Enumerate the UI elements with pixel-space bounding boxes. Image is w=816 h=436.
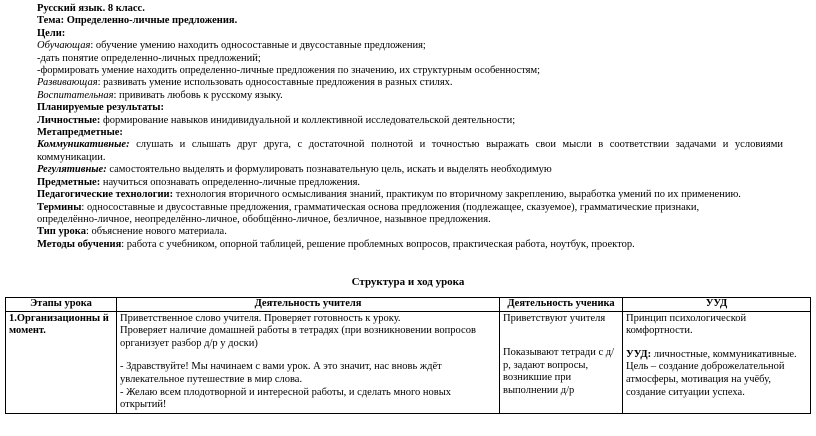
communicative-text: слушать и слышать друг друга, с достаточной полнотой и точностью выражать свои мысли в соответствии задачами и условиями коммуникации. xyxy=(37,139,783,163)
regulative-results xyxy=(37,164,783,176)
meta-heading: Метапредметные: xyxy=(37,127,123,139)
terms-text-2: определённо-личное, неопределённо-личное, обобщённо-личное, безличное, назывное предложения. xyxy=(37,213,491,225)
goal-educational-text: : прививать любовь к русскому языку. xyxy=(113,89,283,101)
spacer xyxy=(503,325,619,347)
teacher-text-3: - Здравствуйте! Мы начинаем с вами урок. А это значит, нас вновь ждёт увлекательное путешествие в мир слова. xyxy=(120,361,442,385)
subject-line: Русский язык. 8 класс. xyxy=(37,3,145,14)
teacher-text-1: Приветственное слово учителя. Проверяет готовность к уроку. xyxy=(120,312,401,324)
goal-teaching-item-1: -дать понятие определенно-личных предложений; xyxy=(37,52,261,64)
goal-developing xyxy=(37,77,783,89)
uud-label: УУД: xyxy=(626,348,652,360)
personal-results xyxy=(37,115,783,127)
uud-text-3: Цель – создание доброжелательной атмосферы, мотивация на учёбу, создание ситуации успеха. xyxy=(626,361,785,398)
goals-heading: Цели: xyxy=(37,27,66,39)
communicative-label: Коммуникативные: xyxy=(37,139,130,151)
goal-developing-label: Развивающая xyxy=(37,77,98,89)
teaching-methods xyxy=(37,239,783,251)
teacher-text-4: - Желаю всем плодотворной и интересной работы, и сделать много новых открытий! xyxy=(120,386,452,411)
goal-educational xyxy=(37,90,783,102)
goal-teaching-text: : обучение умению находить односоставные и двусоставные предложения; xyxy=(90,40,426,52)
uud-text-1: Принцип психологической комфортности. xyxy=(626,312,747,337)
uud-types: личностные, коммуникативные. xyxy=(651,348,797,360)
lesson-plan-header xyxy=(37,3,783,251)
student-text-2: Показывают тетради с д/р, задают вопросы, возникшие при выполнении д/р xyxy=(503,347,615,396)
uud-text-2 xyxy=(626,349,807,362)
teacher-text-2: Проверяет наличие домашней работы в тетрадях (при возникновении вопросов организует разбор д/р у доски) xyxy=(120,325,476,349)
type-text: : объяснение нового материала. xyxy=(85,226,227,238)
teacher-cell xyxy=(117,311,500,413)
topic-line xyxy=(37,15,783,27)
structure-title: Структура и ход урока xyxy=(351,276,465,288)
regulative-text: самостоятельно выделять и формулировать познавательную цель, искать и выделять необходимую xyxy=(106,164,552,176)
results-heading: Планируемые результаты: xyxy=(37,102,164,114)
subject-results xyxy=(37,177,783,189)
communicative-results xyxy=(37,139,783,164)
spacer xyxy=(626,338,807,349)
tech-text: технология вторичного осмысливания знаний, практикум по вторичному закреплению, выработка умений по их применению. xyxy=(173,189,741,201)
goal-developing-text: : развивать умение использовать односоставные предложения в разных стилях. xyxy=(97,77,453,89)
subject-label: Предметные: xyxy=(37,176,101,188)
goal-teaching xyxy=(37,40,783,52)
methods-label: Методы обучения xyxy=(37,238,122,250)
spacer xyxy=(120,350,496,361)
table-row xyxy=(6,311,811,413)
column-header-stage: Этапы урока xyxy=(6,298,117,312)
column-header-uud: УУД xyxy=(623,298,811,312)
uud-cell xyxy=(623,311,811,413)
column-header-student: Деятельность ученика xyxy=(500,298,623,312)
lesson-structure-table xyxy=(5,297,811,414)
goal-teaching-label: Обучающая xyxy=(37,40,91,52)
personal-text: формирование навыков инидивидуальной и коллективной исследовательской деятельности; xyxy=(100,114,516,126)
regulative-label: Регулятивные: xyxy=(37,164,107,176)
terms-text-1: : односоставные и двусоставные предложения, грамматическая основа предложения (подлежащее, сказуемое), грамматические признаки, xyxy=(81,201,700,213)
stage-cell: 1.Организационны й момент. xyxy=(6,311,117,413)
student-cell xyxy=(500,311,623,413)
table-header-row xyxy=(6,298,811,312)
type-label: Тип урока xyxy=(37,226,86,238)
terms-label: Термины xyxy=(37,201,82,213)
student-text-1: Приветствуют учителя xyxy=(503,312,606,324)
column-header-teacher: Деятельность учителя xyxy=(117,298,500,312)
tech-label: Педагогические технологии: xyxy=(37,189,174,201)
topic-label: Тема: xyxy=(37,15,65,27)
goal-educational-label: Воспитательная xyxy=(37,89,114,101)
goal-teaching-item-2: -формировать умение находить определенно-личные предложения по значению, их структурным особенностям; xyxy=(37,65,541,77)
lesson-type xyxy=(37,226,783,238)
pedagogical-technologies xyxy=(37,189,783,201)
topic-value: Определенно-личные предложения. xyxy=(66,15,238,27)
subject-text: научиться опознавать определенно-личные предложения. xyxy=(100,176,361,188)
methods-text: : работа с учебником, опорной таблицей, решение проблемных вопросов, практическая работа, ноутбук, проектор. xyxy=(121,238,635,250)
personal-label: Личностные: xyxy=(37,114,101,126)
terms xyxy=(37,202,783,214)
